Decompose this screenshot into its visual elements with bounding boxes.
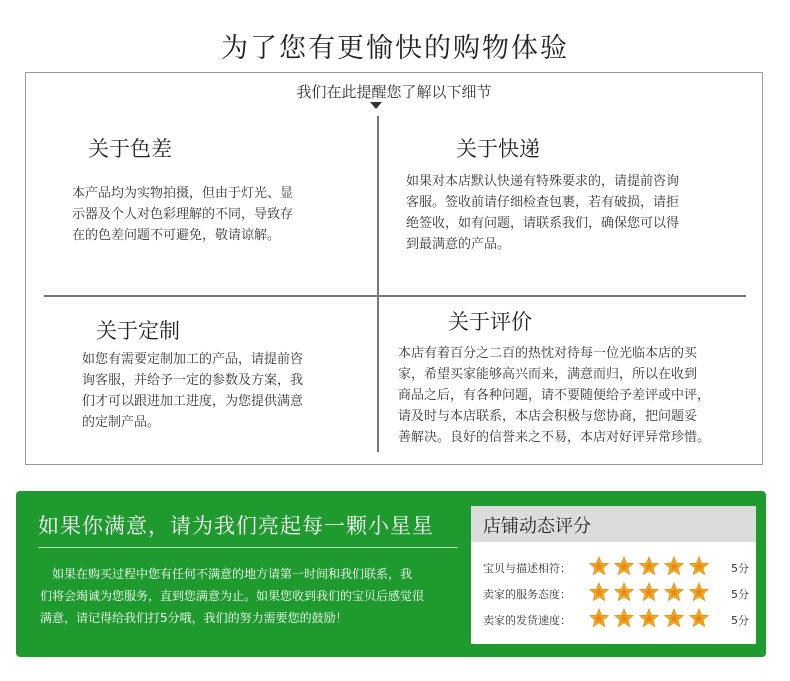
customization-title: 关于定制	[96, 319, 180, 343]
text-line: 在的色差问题不可避免，敬请谅解。	[72, 228, 281, 243]
page-title: 为了您有更愉快的购物体验	[221, 33, 569, 64]
text-line: 本店有着百分之二百的热忱对待每一位光临本店的买	[398, 346, 698, 361]
rating-score: 5分	[731, 562, 749, 575]
rating-header	[471, 506, 756, 542]
text-line: 请及时与本店联系，本店会积极与您协商，把问题妥	[398, 409, 698, 424]
star-icon	[689, 608, 709, 628]
delivery-text	[406, 171, 746, 255]
reminder-text: 我们在此提醒您了解以下细节	[296, 83, 492, 101]
star-icon	[664, 608, 684, 628]
text-line: 绝签收，如有问题，请联系我们，确保您可以得	[406, 216, 680, 231]
star-icon	[589, 556, 609, 576]
star-rating	[589, 608, 714, 634]
star-icon	[614, 582, 634, 602]
text-line: 本产品均为实物拍摄，但由于灯光、显	[72, 186, 294, 201]
horizontal-divider	[44, 295, 746, 297]
text-line: 示器及个人对色彩理解的不同，导致存	[72, 207, 294, 222]
rating-label: 卖家的服务态度：	[483, 588, 571, 601]
text-line: 善解决。良好的信誉来之不易，本店对好评异常珍惜。	[398, 430, 711, 445]
text-line: 商品之后，有各种问题，请不要随便给予差评或中评，	[398, 388, 711, 403]
rating-row-service	[483, 582, 753, 608]
delivery-title: 关于快递	[456, 137, 540, 161]
rating-label: 卖家的发货速度：	[483, 614, 571, 627]
color-difference-title: 关于色差	[88, 137, 172, 161]
rating-score: 5分	[731, 614, 749, 627]
text-line: 如您有需要定制加工的产品，请提前咨	[82, 352, 304, 367]
text-line: 家，希望买家能够高兴而来，满意而归，所以在收到	[398, 367, 698, 382]
star-icon	[689, 582, 709, 602]
star-icon	[614, 556, 634, 576]
star-icon	[664, 556, 684, 576]
text-line: 如果在购买过程中您有任何不满意的地方请第一时间和我们联系，我	[52, 567, 413, 581]
text-line: 询客服，并给予一定的参数及方案，我	[82, 373, 304, 388]
star-icon	[589, 608, 609, 628]
text-line: 的定制产品。	[82, 415, 161, 430]
text-line: 满意，请记得给我们打5分哦，我们的努力需要您的鼓励！	[40, 611, 348, 625]
review-text	[398, 343, 758, 448]
star-icon	[614, 608, 634, 628]
star-icon	[639, 582, 659, 602]
customization-text	[82, 349, 372, 433]
text-line: 到最满意的产品。	[406, 237, 511, 252]
star-icon	[639, 608, 659, 628]
slogan: 如果你满意，请为我们亮起每一颗小星星	[38, 514, 434, 538]
star-rating	[589, 556, 714, 582]
rating-label: 宝贝与描述相符：	[483, 562, 571, 575]
shop-rating-card	[471, 506, 756, 644]
text-line: 客服。签收前请仔细检查包裹，若有破损，请拒	[406, 195, 680, 210]
caret-down-icon	[370, 102, 382, 109]
service-promise-text	[40, 563, 460, 629]
review-title: 关于评价	[448, 310, 532, 334]
vertical-divider	[377, 116, 379, 452]
rating-title: 店铺动态评分	[483, 516, 591, 537]
rating-row-shipping	[483, 608, 753, 634]
color-difference-text	[72, 183, 362, 246]
text-line: 如果对本店默认快递有特殊要求的，请提前咨询	[406, 174, 680, 189]
text-line: 们将会竭诚为您服务，直到您满意为止。如果您收到我们的宝贝后感觉很	[40, 589, 425, 603]
slogan-divider	[38, 547, 458, 548]
text-line: 们才可以跟进加工进度，为您提供满意	[82, 394, 304, 409]
star-icon	[664, 582, 684, 602]
rating-row-description	[483, 556, 753, 582]
rating-score: 5分	[731, 588, 749, 601]
star-icon	[589, 582, 609, 602]
star-rating	[589, 582, 714, 608]
notice-box	[25, 72, 763, 465]
star-icon	[689, 556, 709, 576]
star-icon	[639, 556, 659, 576]
rating-request-panel	[16, 491, 766, 657]
